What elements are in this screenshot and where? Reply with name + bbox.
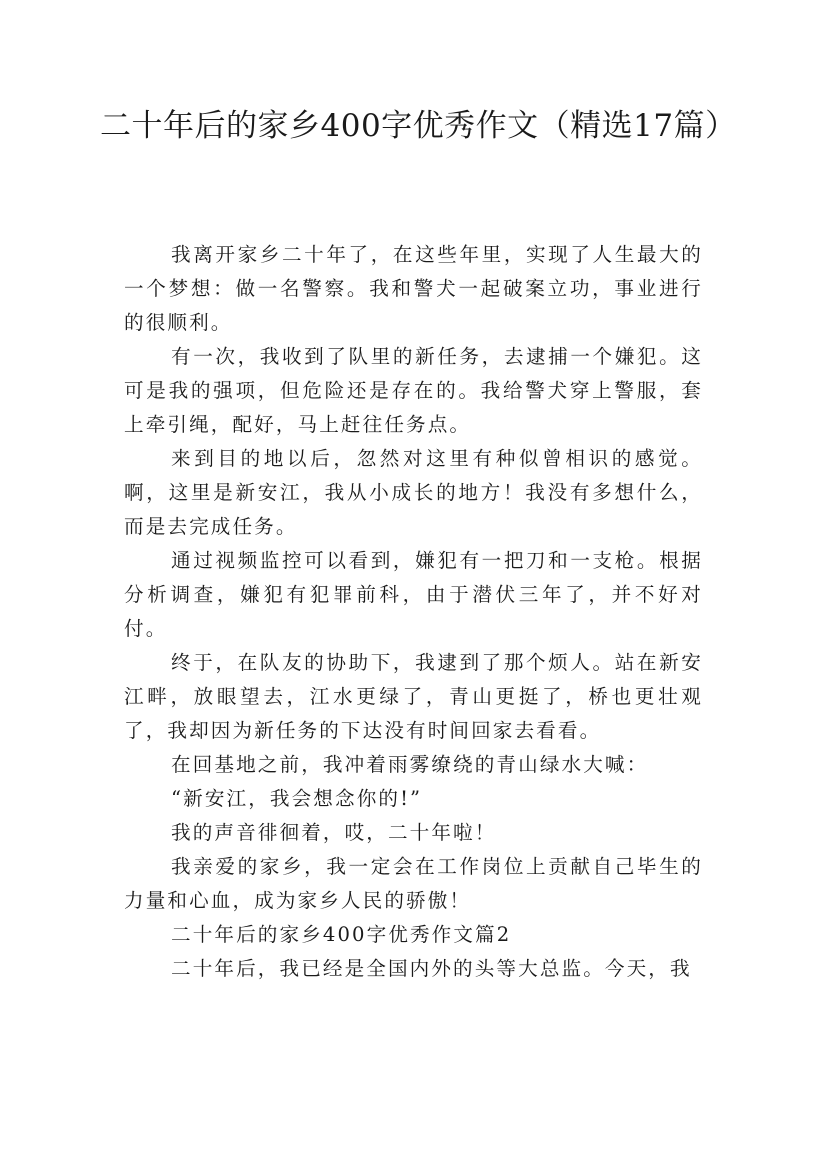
- document-title: 二十年后的家乡400字优秀作文（精选17篇）: [100, 108, 737, 144]
- section-heading: 二十年后的家乡400字优秀作文篇2: [171, 923, 512, 946]
- paragraph: 在回基地之前，我冲着雨雾缭绕的青山绿水大喊：: [171, 753, 649, 776]
- paragraph: 我亲爱的家乡，我一定会在工作岗位上贡献自己毕生的力量和心血，成为家乡人民的骄傲！: [124, 855, 703, 912]
- paragraph: 终于，在队友的协助下，我逮到了那个烦人。站在新安江畔，放眼望去，江水更绿了，青山更挺了，桥也更壮观了，我却因为新任务的下达没有时间回家去看看。: [124, 651, 703, 742]
- paragraph: 我的声音徘徊着，哎，二十年啦！: [171, 821, 497, 844]
- paragraph: 二十年后，我已经是全国内外的头等大总监。今天，我: [171, 957, 692, 980]
- paragraph: 来到目的地以后，忽然对这里有种似曾相识的感觉。啊，这里是新安江，我从小成长的地方！我没有多想什么，而是去完成任务。: [124, 447, 703, 538]
- paragraph: 通过视频监控可以看到，嫌犯有一把刀和一支枪。根据分析调查，嫌犯有犯罪前科，由于潜伏三年了，并不好对付。: [124, 549, 703, 640]
- paragraph: “新安江，我会想念你的!”: [171, 787, 423, 810]
- paragraph: 有一次，我收到了队里的新任务，去逮捕一个嫌犯。这可是我的强项，但危险还是存在的。我给警犬穿上警服，套上牵引绳，配好，马上赶往任务点。: [124, 345, 703, 436]
- paragraph: 我离开家乡二十年了，在这些年里，实现了人生最大的一个梦想：做一名警察。我和警犬一起破案立功，事业进行的很顺利。: [124, 243, 703, 334]
- document-body: [124, 238, 703, 986]
